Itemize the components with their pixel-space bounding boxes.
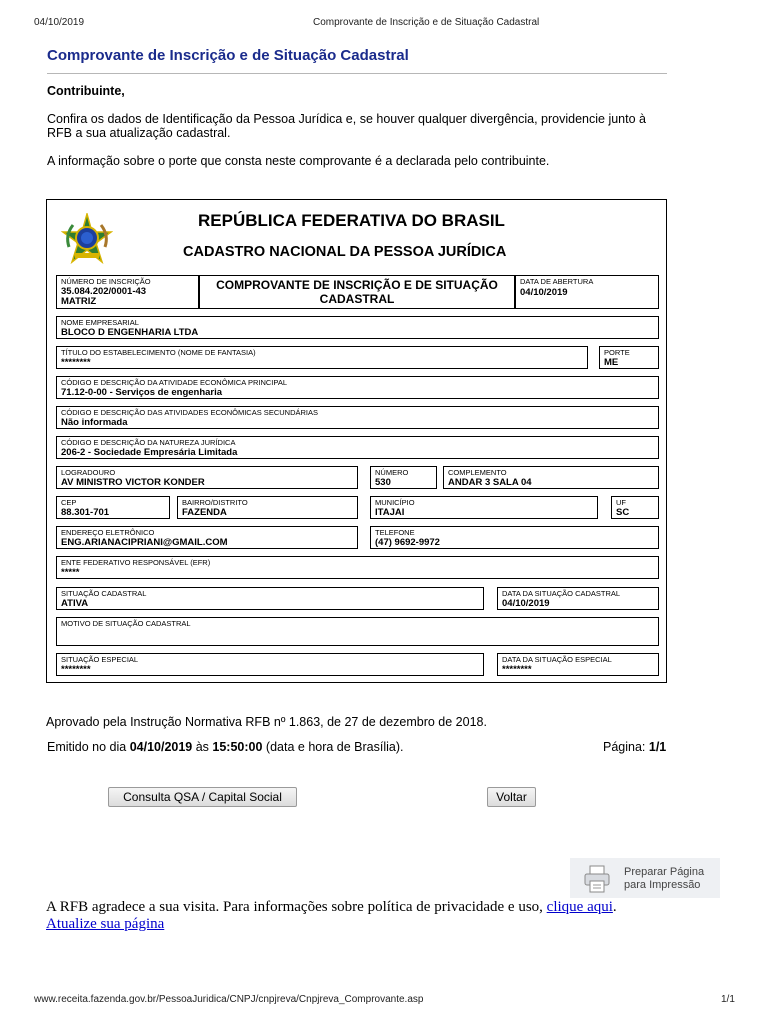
- numero-label: NÚMERO: [375, 468, 409, 477]
- efr-label: ENTE FEDERATIVO RESPONSÁVEL (EFR): [61, 558, 211, 567]
- natureza-juridica-value: 206-2 - Sociedade Empresária Limitada: [61, 447, 238, 458]
- situacao-cadastral-value: ATIVA: [61, 598, 89, 609]
- municipio-value: ITAJAI: [375, 507, 405, 518]
- emitted-date: 04/10/2019: [129, 740, 193, 754]
- cadastro-header: CADASTRO NACIONAL DA PESSOA JURÍDICA: [183, 244, 507, 260]
- thanks-text: A RFB agradece a sua visita. Para informações sobre política de privacidade e uso,: [46, 899, 547, 915]
- numero-value: 530: [375, 477, 391, 488]
- numero-inscricao-box: [56, 275, 199, 309]
- emitted-mid: às: [192, 740, 213, 754]
- approval-note: Aprovado pela Instrução Normativa RFB nº 1.863, de 27 de dezembro de 2018.: [46, 715, 487, 729]
- porte-label: PORTE: [604, 348, 630, 357]
- thanks-line: [46, 899, 617, 916]
- municipio-label: MUNICÍPIO: [375, 498, 415, 507]
- privacy-link[interactable]: clique aqui: [546, 899, 613, 915]
- uf-label: UF: [616, 498, 626, 507]
- printer-icon: [582, 864, 612, 899]
- logradouro-value: AV MINISTRO VICTOR KONDER: [61, 477, 205, 488]
- intro-line-2: RFB a sua atualização cadastral.: [47, 126, 231, 140]
- complemento-box: [443, 466, 659, 489]
- data-abertura-box: [515, 275, 659, 309]
- data-abertura-label: DATA DE ABERTURA: [520, 277, 594, 286]
- numero-box: [370, 466, 437, 489]
- comprovante-title-line1: COMPROVANTE DE INSCRIÇÃO E DE SITUAÇÃO: [216, 278, 498, 292]
- situacao-especial-label: SITUAÇÃO ESPECIAL: [61, 655, 139, 664]
- page-label: Página:: [603, 740, 649, 754]
- intro-line-1: Confira os dados de Identificação da Pessoa Jurídica e, se houver qualquer divergência, providencie junto à: [47, 112, 646, 126]
- voltar-button[interactable]: Voltar: [487, 787, 536, 807]
- titulo-estabelecimento-label: TÍTULO DO ESTABELECIMENTO (NOME DE FANTASIA): [61, 348, 256, 357]
- nome-empresarial-label: NOME EMPRESARIAL: [61, 318, 139, 327]
- bairro-box: [177, 496, 358, 519]
- bairro-value: FAZENDA: [182, 507, 227, 518]
- data-situacao-value: 04/10/2019: [502, 598, 550, 609]
- telefone-box: [370, 526, 659, 549]
- cep-value: 88.301-701: [61, 507, 110, 518]
- telefone-label: TELEFONE: [375, 528, 415, 537]
- uf-box: [611, 496, 659, 519]
- republica-header: REPÚBLICA FEDERATIVA DO BRASIL: [198, 211, 505, 230]
- brazil-coat-of-arms-icon: [61, 213, 113, 265]
- emitted-prefix: Emitido no dia: [47, 740, 130, 754]
- cep-label: CEP: [61, 498, 77, 507]
- bairro-label: BAIRRO/DISTRITO: [182, 498, 248, 507]
- matriz-value: MATRIZ: [61, 296, 97, 307]
- print-prep-button[interactable]: [570, 858, 720, 898]
- print-prep-line2: para Impressão: [624, 879, 701, 891]
- greeting: Contribuinte,: [47, 84, 125, 98]
- situacao-cadastral-label: SITUAÇÃO CADASTRAL: [61, 589, 147, 598]
- logradouro-label: LOGRADOURO: [61, 468, 116, 477]
- atividade-principal-box: [56, 376, 659, 399]
- nome-empresarial-value: BLOCO D ENGENHARIA LTDA: [61, 327, 199, 338]
- motivo-box: [56, 617, 659, 646]
- uf-value: SC: [616, 507, 630, 518]
- page-indicator: [603, 740, 666, 755]
- footer-url: www.receita.fazenda.gov.br/PessoaJuridica/CNPJ/cnpjreva/Cnpjreva_Comprovante.asp: [34, 994, 424, 1005]
- motivo-label: MOTIVO DE SITUAÇÃO CADASTRAL: [61, 619, 191, 628]
- cep-box: [56, 496, 170, 519]
- logradouro-box: [56, 466, 358, 489]
- emitted-suffix: (data e hora de Brasília).: [262, 740, 404, 754]
- atividades-secundarias-value: Não informada: [61, 417, 128, 428]
- numero-inscricao-label: NÚMERO DE INSCRIÇÃO: [61, 277, 151, 286]
- natureza-juridica-box: [56, 436, 659, 459]
- situacao-especial-box: [56, 653, 484, 676]
- municipio-box: [370, 496, 598, 519]
- emitted-time: 15:50:00: [212, 740, 263, 754]
- efr-value: *****: [61, 567, 80, 578]
- print-date: 04/10/2019: [34, 17, 85, 28]
- atividades-secundarias-box: [56, 406, 659, 429]
- print-prep-line1: Preparar Página: [624, 866, 705, 878]
- porte-box: [599, 346, 659, 369]
- page-value: 1/1: [648, 740, 667, 754]
- update-page-link[interactable]: Atualize sua página: [46, 916, 165, 932]
- emitted-line: [47, 740, 404, 755]
- email-label: ENDEREÇO ELETRÔNICO: [61, 528, 155, 537]
- email-value: ENG.ARIANACIPRIANI@GMAIL.COM: [61, 537, 228, 548]
- data-situacao-box: [497, 587, 659, 610]
- email-box: [56, 526, 358, 549]
- consulta-qsa-button[interactable]: Consulta QSA / Capital Social: [108, 787, 297, 807]
- data-situacao-especial-label: DATA DA SITUAÇÃO ESPECIAL: [502, 655, 612, 664]
- numero-inscricao-value: 35.084.202/0001-43: [61, 286, 147, 297]
- data-abertura-value: 04/10/2019: [520, 287, 568, 298]
- telefone-value: (47) 9692-9972: [375, 537, 440, 548]
- situacao-especial-value: ********: [61, 664, 91, 675]
- comprovante-title-line2: CADASTRAL: [319, 292, 395, 306]
- print-doc-title: Comprovante de Inscrição e de Situação Cadastral: [313, 17, 540, 28]
- data-situacao-especial-box: [497, 653, 659, 676]
- complemento-value: ANDAR 3 SALA 04: [448, 477, 532, 488]
- efr-box: [56, 556, 659, 579]
- nome-empresarial-box: [56, 316, 659, 339]
- atividade-principal-label: CÓDIGO E DESCRIÇÃO DA ATIVIDADE ECONÔMICA PRINCIPAL: [61, 378, 288, 387]
- situacao-cadastral-box: [56, 587, 484, 610]
- titulo-estabelecimento-value: ********: [61, 357, 91, 368]
- titulo-estabelecimento-box: [56, 346, 588, 369]
- intro-porte-note: A informação sobre o porte que consta neste comprovante é a declarada pelo contribuinte.: [47, 154, 550, 168]
- atividades-secundarias-label: CÓDIGO E DESCRIÇÃO DAS ATIVIDADES ECONÔMICAS SECUNDÁRIAS: [61, 408, 318, 417]
- porte-value: ME: [604, 357, 619, 368]
- data-situacao-especial-value: ********: [502, 664, 532, 675]
- natureza-juridica-label: CÓDIGO E DESCRIÇÃO DA NATUREZA JURÍDICA: [61, 438, 236, 447]
- comprovante-title-box: [199, 275, 515, 309]
- footer-page: 1/1: [721, 994, 735, 1005]
- data-situacao-label: DATA DA SITUAÇÃO CADASTRAL: [502, 589, 621, 598]
- title-divider: [47, 73, 667, 74]
- thanks-end: .: [612, 899, 617, 915]
- complemento-label: COMPLEMENTO: [448, 468, 507, 477]
- atividade-principal-value: 71.12-0-00 - Serviços de engenharia: [61, 387, 223, 398]
- page-title: Comprovante de Inscrição e de Situação Cadastral: [47, 47, 409, 64]
